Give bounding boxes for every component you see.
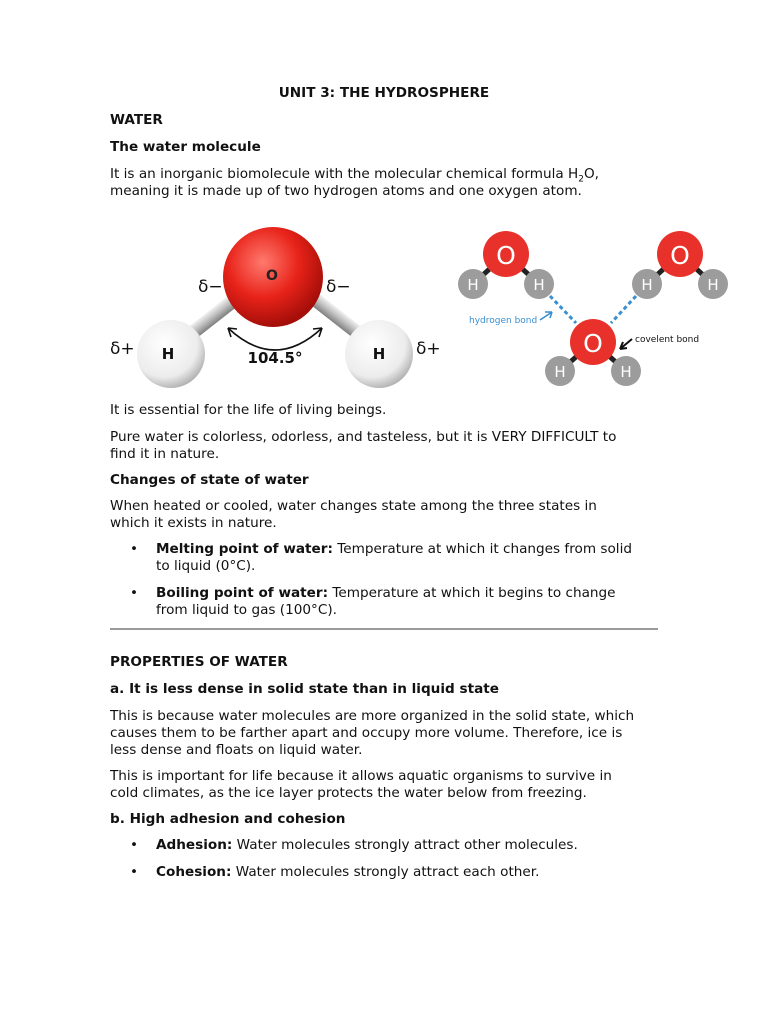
intro-paragraph bbox=[110, 166, 658, 200]
hydrogen-label: H bbox=[707, 276, 719, 294]
section-heading-properties: PROPERTIES OF WATER bbox=[110, 654, 288, 670]
list-item bbox=[110, 541, 658, 575]
hydrogen-label: H bbox=[467, 276, 479, 294]
molecule-right bbox=[632, 231, 728, 299]
bullet-term: Adhesion: bbox=[156, 837, 233, 853]
hydrogen-label: H bbox=[554, 363, 566, 381]
life-paragraph bbox=[110, 768, 658, 802]
water-molecule-diagram bbox=[110, 222, 444, 392]
changes-paragraph bbox=[110, 498, 658, 532]
bullet-glyph: • bbox=[130, 541, 139, 557]
subheading-adhesion: b. High adhesion and cohesion bbox=[110, 811, 346, 827]
subheading-changes: Changes of state of water bbox=[110, 472, 309, 488]
bullet-text: Temperature at which it changes from solid bbox=[332, 541, 632, 557]
oxygen-label: O bbox=[496, 241, 516, 270]
hydrogen-bond-line-left bbox=[550, 296, 576, 323]
molecule-center bbox=[545, 319, 641, 386]
oxygen-label: O bbox=[583, 329, 603, 358]
angle-arc bbox=[228, 328, 322, 350]
hydrogen-label-left: H bbox=[161, 345, 175, 363]
intro-text: It is an inorganic biomolecule with the molecular chemical formula H bbox=[110, 166, 579, 182]
bullet-text-line2: to liquid (0°C). bbox=[156, 558, 256, 574]
intro-text-end: O, bbox=[583, 166, 599, 182]
changes-line1: When heated or cooled, water changes state among the three states in bbox=[110, 498, 597, 514]
bullet-term: Melting point of water: bbox=[156, 541, 333, 557]
pure-water-paragraph bbox=[110, 429, 658, 463]
life-line1: This is important for life because it allows aquatic organisms to survive in bbox=[110, 768, 612, 784]
bullet-text: Water molecules strongly attract other molecules. bbox=[232, 837, 578, 853]
pure-water-line2: find it in nature. bbox=[110, 446, 220, 462]
hydrogen-label: H bbox=[620, 363, 632, 381]
delta-plus-left: δ+ bbox=[110, 339, 135, 359]
bullet-glyph: • bbox=[130, 864, 139, 880]
density-line3: less dense and floats on liquid water. bbox=[110, 742, 363, 758]
bullet-term: Boiling point of water: bbox=[156, 585, 329, 601]
molecule-left bbox=[458, 231, 554, 299]
subheading-water-molecule: The water molecule bbox=[110, 139, 261, 155]
horizontal-divider bbox=[110, 628, 658, 630]
subheading-density: a. It is less dense in solid state than in liquid state bbox=[110, 681, 499, 697]
state-bullet-list bbox=[110, 541, 658, 629]
hydrogen-label: H bbox=[533, 276, 545, 294]
intro-text-line2: meaning it is made up of two hydrogen atoms and one oxygen atom. bbox=[110, 183, 582, 199]
section-heading-water: WATER bbox=[110, 112, 163, 128]
hydrogen-label-right: H bbox=[372, 345, 386, 363]
delta-minus-left: δ− bbox=[198, 277, 223, 297]
covalent-bond-arrow bbox=[620, 339, 632, 349]
formula-subscript: 2 bbox=[578, 174, 584, 185]
life-line2: cold climates, as the ice layer protects the water below from freezing. bbox=[110, 785, 587, 801]
bullet-text: Temperature at which it begins to change bbox=[328, 585, 616, 601]
changes-line2: which it exists in nature. bbox=[110, 515, 277, 531]
essential-paragraph: It is essential for the life of living beings. bbox=[110, 402, 387, 418]
oxygen-label: O bbox=[670, 241, 690, 270]
delta-plus-right: δ+ bbox=[416, 339, 441, 359]
hydrogen-bond-label: hydrogen bond bbox=[469, 316, 538, 326]
list-item bbox=[110, 837, 658, 854]
hydrogen-label: H bbox=[641, 276, 653, 294]
bullet-glyph: • bbox=[130, 585, 139, 601]
pure-water-line1: Pure water is colorless, odorless, and tasteless, but it is VERY DIFFICULT to bbox=[110, 429, 617, 445]
covalent-bond-label: covelent bond bbox=[635, 335, 700, 345]
adhesion-bullet-list bbox=[110, 837, 658, 891]
bullet-term: Cohesion: bbox=[156, 864, 232, 880]
density-line2: causes them to be farther apart and occupy more volume. Therefore, ice is bbox=[110, 725, 623, 741]
hydrogen-bond-line-right bbox=[611, 296, 636, 323]
hydrogen-bond-arrow bbox=[540, 312, 552, 320]
bullet-glyph: • bbox=[130, 837, 139, 853]
list-item bbox=[110, 585, 658, 619]
hydrogen-bond-diagram bbox=[454, 226, 732, 388]
oxygen-label: O bbox=[266, 268, 278, 284]
bullet-text: Water molecules strongly attract each other. bbox=[231, 864, 540, 880]
density-line1: This is because water molecules are more organized in the solid state, which bbox=[110, 708, 635, 724]
density-paragraph bbox=[110, 708, 658, 759]
page-title: UNIT 3: THE HYDROSPHERE bbox=[278, 85, 490, 101]
delta-minus-right: δ− bbox=[326, 277, 351, 297]
bullet-text-line2: from liquid to gas (100°C). bbox=[156, 602, 337, 618]
bond-angle-label: 104.5° bbox=[247, 349, 303, 367]
list-item bbox=[110, 864, 658, 881]
